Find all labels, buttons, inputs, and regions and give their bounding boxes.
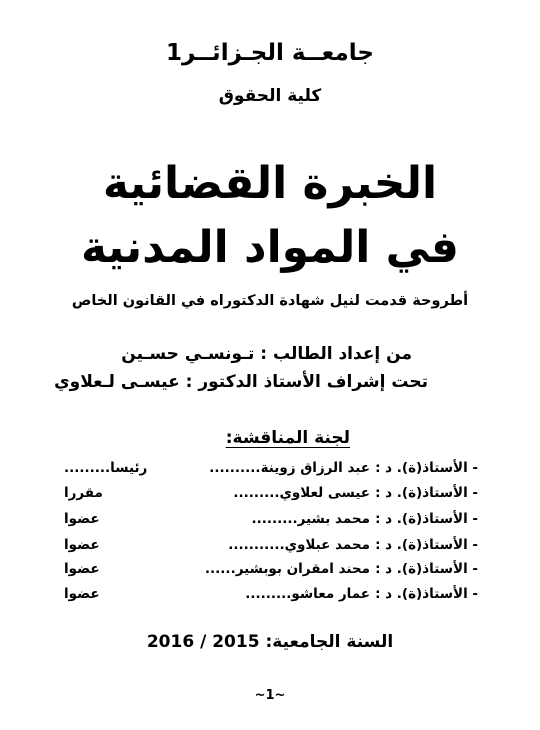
member-role: عضوا <box>64 561 100 577</box>
committee-member-row <box>64 537 478 559</box>
member-name: عمار معاشو......... <box>245 586 370 602</box>
committee-member-row <box>64 586 478 608</box>
committee-member-row <box>64 561 478 583</box>
member-prefix: - الأستاذ(ة). د : <box>375 485 478 501</box>
faculty-name: كلية الحقوق <box>218 86 322 106</box>
member-role: رئيسا......... <box>64 460 148 476</box>
member-role: مقررا <box>64 485 103 501</box>
committee-member-row <box>64 485 478 507</box>
member-prefix: - الأستاذ(ة). د : <box>375 561 478 577</box>
committee-member-row <box>64 511 478 533</box>
member-role: عضوا <box>64 586 100 602</box>
supervised-by: تحت إشراف الأستاذ الدكتور : عيسـى لـعلاوي <box>54 372 428 392</box>
prepared-by: من إعداد الطالب : تـونسـي حسـين <box>121 344 412 364</box>
member-name: محمد بشير......... <box>251 511 370 527</box>
member-prefix: - الأستاذ(ة). د : <box>375 511 478 527</box>
thesis-title-line-2: في المواد المدنية <box>81 222 459 273</box>
thesis-title-line-1: الخبرة القضائية <box>102 158 438 209</box>
member-prefix: - الأستاذ(ة). د : <box>375 460 478 476</box>
member-role: عضوا <box>64 511 100 527</box>
academic-year: السنة الجامعية: 2015 / 2016 <box>146 632 394 652</box>
member-name: عبد الرزاق زوينة.......... <box>209 460 370 476</box>
member-role: عضوا <box>64 537 100 553</box>
university-name: جامعــة الجـزائــر1 <box>166 40 374 66</box>
committee-title: لجنة المناقشة: <box>225 428 350 448</box>
page-number: ~1~ <box>254 688 286 703</box>
member-name: محمد عبلاوي........... <box>228 537 370 553</box>
member-prefix: - الأستاذ(ة). د : <box>375 537 478 553</box>
member-name: محند امقران بوبشير...... <box>204 561 370 577</box>
member-prefix: - الأستاذ(ة). د : <box>375 586 478 602</box>
thesis-subtitle: أطروحة قدمت لنيل شهادة الدكتوراه في القانون الخاص <box>71 293 469 309</box>
committee-member-row <box>64 460 478 482</box>
member-name: عيسى لعلاوي......... <box>233 485 370 501</box>
